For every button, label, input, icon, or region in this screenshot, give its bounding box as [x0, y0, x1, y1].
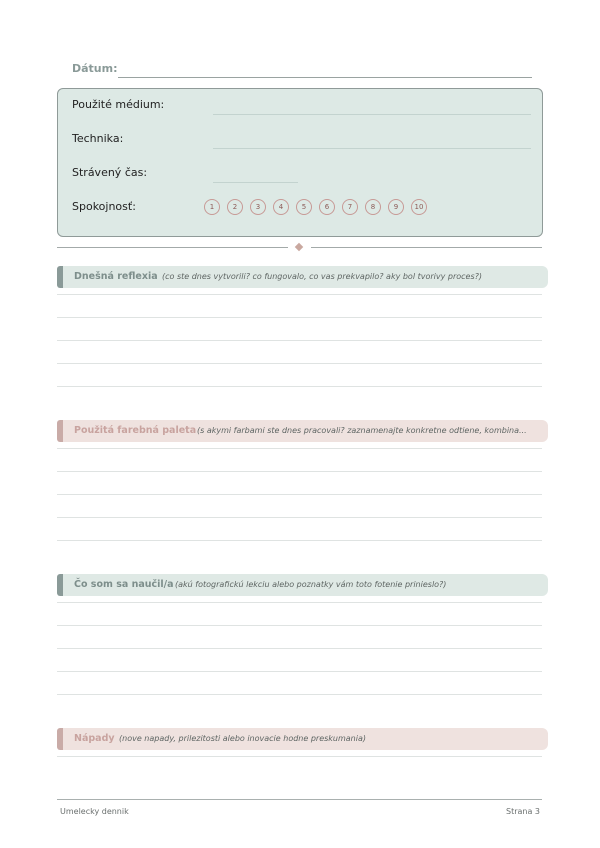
footer-divider [57, 799, 542, 800]
rating-option[interactable]: 9 [388, 199, 404, 215]
writing-line[interactable] [57, 317, 542, 318]
section-hint: (akú fotografickú lekciu alebo poznatky vám toto fotenie prinieslo?) [175, 580, 447, 589]
section-header-ideas [57, 728, 548, 750]
date-label: Dátum: [72, 62, 118, 75]
writing-line[interactable] [57, 625, 542, 626]
technique-field[interactable] [213, 148, 531, 149]
rating-option[interactable]: 1 [204, 199, 220, 215]
time-field[interactable] [213, 182, 298, 183]
section-hint: (s akymi farbami ste dnes pracovali? zaznamenajte konkretne odtiene, kombina... [197, 426, 527, 435]
rating-option[interactable]: 3 [250, 199, 266, 215]
writing-line[interactable] [57, 517, 542, 518]
writing-line[interactable] [57, 294, 542, 295]
divider-right [311, 247, 542, 248]
medium-field[interactable] [213, 114, 531, 115]
section-hint: (nove napady, prilezitosti alebo inovacie hodne preskumania) [119, 734, 366, 743]
technique-label: Technika: [72, 132, 124, 145]
rating-option[interactable]: 5 [296, 199, 312, 215]
rating-option[interactable]: 2 [227, 199, 243, 215]
date-field[interactable] [118, 77, 532, 78]
writing-line[interactable] [57, 386, 542, 387]
rating-option[interactable]: 10 [411, 199, 427, 215]
divider-left [57, 247, 288, 248]
writing-line[interactable] [57, 756, 542, 757]
rating-option[interactable]: 4 [273, 199, 289, 215]
writing-line[interactable] [57, 671, 542, 672]
footer-journal-name: Umelecky dennik [60, 807, 129, 816]
section-header-learned [57, 574, 548, 596]
time-label: Strávený čas: [72, 166, 148, 179]
writing-line[interactable] [57, 540, 542, 541]
writing-line[interactable] [57, 494, 542, 495]
section-title: Dnešná reflexia [74, 271, 158, 282]
section-title: Čo som sa naučil/a [74, 579, 174, 590]
writing-line[interactable] [57, 648, 542, 649]
satisfaction-label: Spokojnosť: [72, 200, 136, 213]
rating-option[interactable]: 6 [319, 199, 335, 215]
date-row [72, 62, 532, 80]
section-title: Použitá farebná paleta [74, 425, 197, 436]
rating-option[interactable]: 7 [342, 199, 358, 215]
diamond-ornament-icon [295, 243, 303, 251]
medium-label: Použité médium: [72, 98, 165, 111]
rating-option[interactable]: 8 [365, 199, 381, 215]
section-header-reflection [57, 266, 548, 288]
writing-line[interactable] [57, 448, 542, 449]
writing-line[interactable] [57, 340, 542, 341]
writing-line[interactable] [57, 602, 542, 603]
satisfaction-rating [204, 199, 427, 217]
section-title: Nápady [74, 733, 115, 744]
session-info-box [57, 88, 543, 237]
writing-line[interactable] [57, 694, 542, 695]
writing-line[interactable] [57, 363, 542, 364]
page-number: Strana 3 [505, 807, 540, 816]
section-hint: (co ste dnes vytvorili? co fungovalo, co vas prekvapilo? aky bol tvorivy proces?) [162, 272, 482, 281]
writing-line[interactable] [57, 471, 542, 472]
section-header-palette [57, 420, 548, 442]
